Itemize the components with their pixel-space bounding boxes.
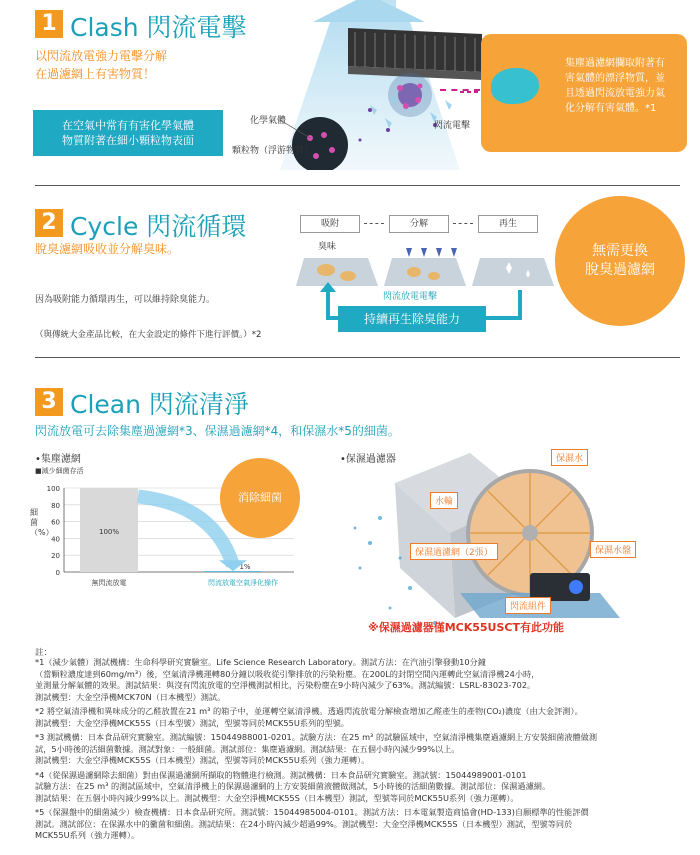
- right-heading: •保濕過濾器: [340, 454, 396, 465]
- chart-bar: [204, 571, 262, 572]
- orange-box-line1: 集塵過濾網攔取附著有: [565, 58, 665, 69]
- footnote-line: *4（從保濕過濾網除去細菌）對由保濕過濾網所擷取的物體進行檢測。測試機構：日本食品研究實驗室。測試號：15044989001-0101: [35, 769, 527, 780]
- orange-box-line4: 化分解有害氣體。*1: [565, 103, 657, 114]
- left-heading: •集塵濾網: [35, 454, 81, 465]
- section2-title: Cycle 閃流循環: [70, 212, 247, 241]
- footnote-line: 測試結果：在五個小時內減少99%以上。測試機型：大金空淨機MCK55S（日本機型）測試，型號等同於MCK55U系列（強力運轉）。: [35, 792, 519, 803]
- humid-filter-note: ※保濕過濾器僅MCK55USCT有此功能: [368, 621, 564, 634]
- section3-number: 3: [35, 388, 63, 416]
- footnote-line: 測試。測試部位：在保濕水中的黴菌和細菌。測試結果：在24小時內減少超過99%。測試機型：大金空淨機MCK55S（日本機型）測試，型號等同於: [35, 818, 573, 829]
- chart-ytick: 40: [51, 535, 60, 544]
- footnote-line: *5（保濕盤中的細菌減少）檢查機構：日本食品研究所。測試號：15044985004-0101。測試方法：日本電氣製造商協會(HD-133)自願標準的性能評價: [35, 807, 589, 817]
- callout-humid-filter: 保濕過濾網（2張）: [410, 543, 498, 560]
- section3-subtitle: 閃流放電可去除集塵過濾網*3、保濕過濾網*4，和保濕水*5的細菌。: [35, 424, 400, 438]
- section1-title: Clash 閃流電擊: [70, 13, 247, 42]
- footnote-line: 測試機型：大金空淨機MCK70N（日本機型）測試。: [35, 691, 226, 702]
- footnote-line: MCK55U系列（強力運轉）。: [35, 830, 140, 840]
- section2-subtitle: 脫臭濾網吸收並分解臭味。: [35, 242, 180, 256]
- section1-orange-box: [481, 34, 687, 152]
- footnote-line: （當顆粒濃度達到60mg/m³）後，空氣清淨機運轉80分鐘以吸收從引擎排放的污染粉塵。在200L的封閉空間內運轉此空氣清淨機24小時，: [35, 668, 540, 679]
- footnote-line: *2 將空氣清淨機和異味成分的乙醛放置在21 m³ 的箱子中，並運轉空氣清淨機。透過閃流放電分解檢查增加乙醛產生的產物(CO₂)濃度（由大金評測）。: [35, 706, 583, 716]
- banner-continuous-regen: 持續再生除臭能力: [338, 306, 486, 332]
- label-chemical-gas: 化學氣體: [250, 116, 287, 126]
- arrow-2: [453, 223, 473, 224]
- callout-humid-water: 保濕水: [551, 449, 588, 466]
- label-streamer-discharge: 閃流放電電擊: [383, 292, 438, 302]
- arrow-1: [364, 223, 384, 224]
- section2-footnote: （與傳統大金產品比較，在大金設定的條件下進行評價。）*2: [35, 330, 262, 340]
- callout-water-tray: 保濕水盤: [590, 541, 636, 558]
- section1-subtitle-line1: 以閃流放電強力電擊分解: [35, 49, 168, 63]
- label-streamer-clash: 閃流電擊: [434, 121, 471, 131]
- dashed-connector: [440, 89, 480, 93]
- label-particles: 顆粒物（浮游物質）: [232, 146, 314, 156]
- footnote-line: 並測量分解氣體的效果。測試結果：與沒有閃流放電的空淨機測試相比，污染粉塵在9小時內減少了63%。測試編號：LSRL-83023-702。: [35, 680, 536, 690]
- section1-info-line1: 在空氣中常有有害化學氣體: [62, 119, 194, 132]
- footnote-line: *1（減少氣體）測試機構：生命科學研究實驗室。Life Science Research Laboratory。測試方法：在汽油引擎發動10分鐘: [35, 657, 486, 667]
- no-replace-line1: 無需更換: [592, 243, 648, 259]
- chart-ytick: 20: [51, 552, 60, 561]
- footnote-line: 試驗方法：在25 m³ 的測試區域中，空氣清淨機上的保濕過濾網的上方安裝細菌液體做測試，5小時後的活細菌數據。測試部位：保濕過濾網。: [35, 781, 551, 791]
- footnote-line: 測試機型：大金空淨機MCK55S（日本機型）測試，型號等同於MCK55U系列（強力運轉）。: [35, 755, 370, 765]
- tag-regenerate: 再生: [478, 215, 538, 233]
- no-replace-circle: [555, 196, 685, 326]
- up-arrow-icon: [313, 0, 425, 22]
- orange-box-line3: 且透過閃流放電強力氣: [565, 88, 665, 99]
- chart-legend: ■減少細菌存活: [35, 467, 84, 475]
- tag-decompose: 分解: [389, 215, 449, 233]
- section1-number: 1: [35, 10, 63, 38]
- footnote-line: 試，5小時後的活細菌數據。測試對象：一般細菌。測試部位：集塵過濾網。測試結果：在五個小時內減少99%以上。: [35, 743, 460, 754]
- footnotes: [35, 657, 685, 842]
- divider-1: [35, 185, 680, 186]
- chart-value-label: 100%: [98, 528, 120, 536]
- chart-category-label: 閃流放電空氣淨化操作: [208, 579, 278, 587]
- chart-ylabel: 細菌（%）: [30, 508, 54, 537]
- callout-water-wheel: 水輪: [430, 492, 458, 509]
- callout-streamer-unit: 閃流組件: [505, 597, 551, 614]
- notes-header: 註：: [35, 648, 53, 658]
- section2-body: 因為吸附能力循環再生，可以維持除臭能力。: [35, 295, 216, 305]
- chart-ytick: 80: [51, 501, 60, 510]
- footnote-line: *3 測試機構：日本食品研究實驗室。測試編號：15044988001-0201。試驗方法：在25 m³ 的試驗區域中，空氣清淨機集塵過濾網上方安裝細菌液體做測: [35, 732, 598, 742]
- chart-ytick: 60: [51, 518, 60, 527]
- chart-category-label: 無閃流放電: [91, 579, 127, 587]
- section1-info-box: [33, 110, 223, 156]
- divider-2: [35, 357, 680, 358]
- footnote-line: 測試機型：大金空淨機MCK55S（日本型號）測試，型號等同於MCK55U系列的型號。: [35, 717, 349, 728]
- section3-title: Clean 閃流清淨: [70, 390, 249, 419]
- section2-number: 2: [35, 209, 63, 237]
- gas-cloud-icon: [491, 68, 539, 104]
- arrow-up-icon: [320, 282, 336, 292]
- chart-ytick: 0: [55, 569, 60, 577]
- chart-ytick: 100: [46, 485, 60, 493]
- eliminate-bacteria-circle: 消除細菌: [220, 458, 300, 538]
- no-replace-line2: 脫臭過濾網: [585, 262, 655, 278]
- section1-info-line2: 物質附著在細小顆粒物表面: [62, 134, 194, 147]
- chart-value-label: 1%: [239, 563, 251, 572]
- section1-subtitle-line2: 在過濾網上有害物質！: [35, 67, 156, 81]
- label-odor: 臭味: [318, 242, 337, 252]
- orange-box-line2: 害氣體的漂浮物質，並: [565, 73, 665, 84]
- tag-adsorb: 吸附: [300, 215, 360, 233]
